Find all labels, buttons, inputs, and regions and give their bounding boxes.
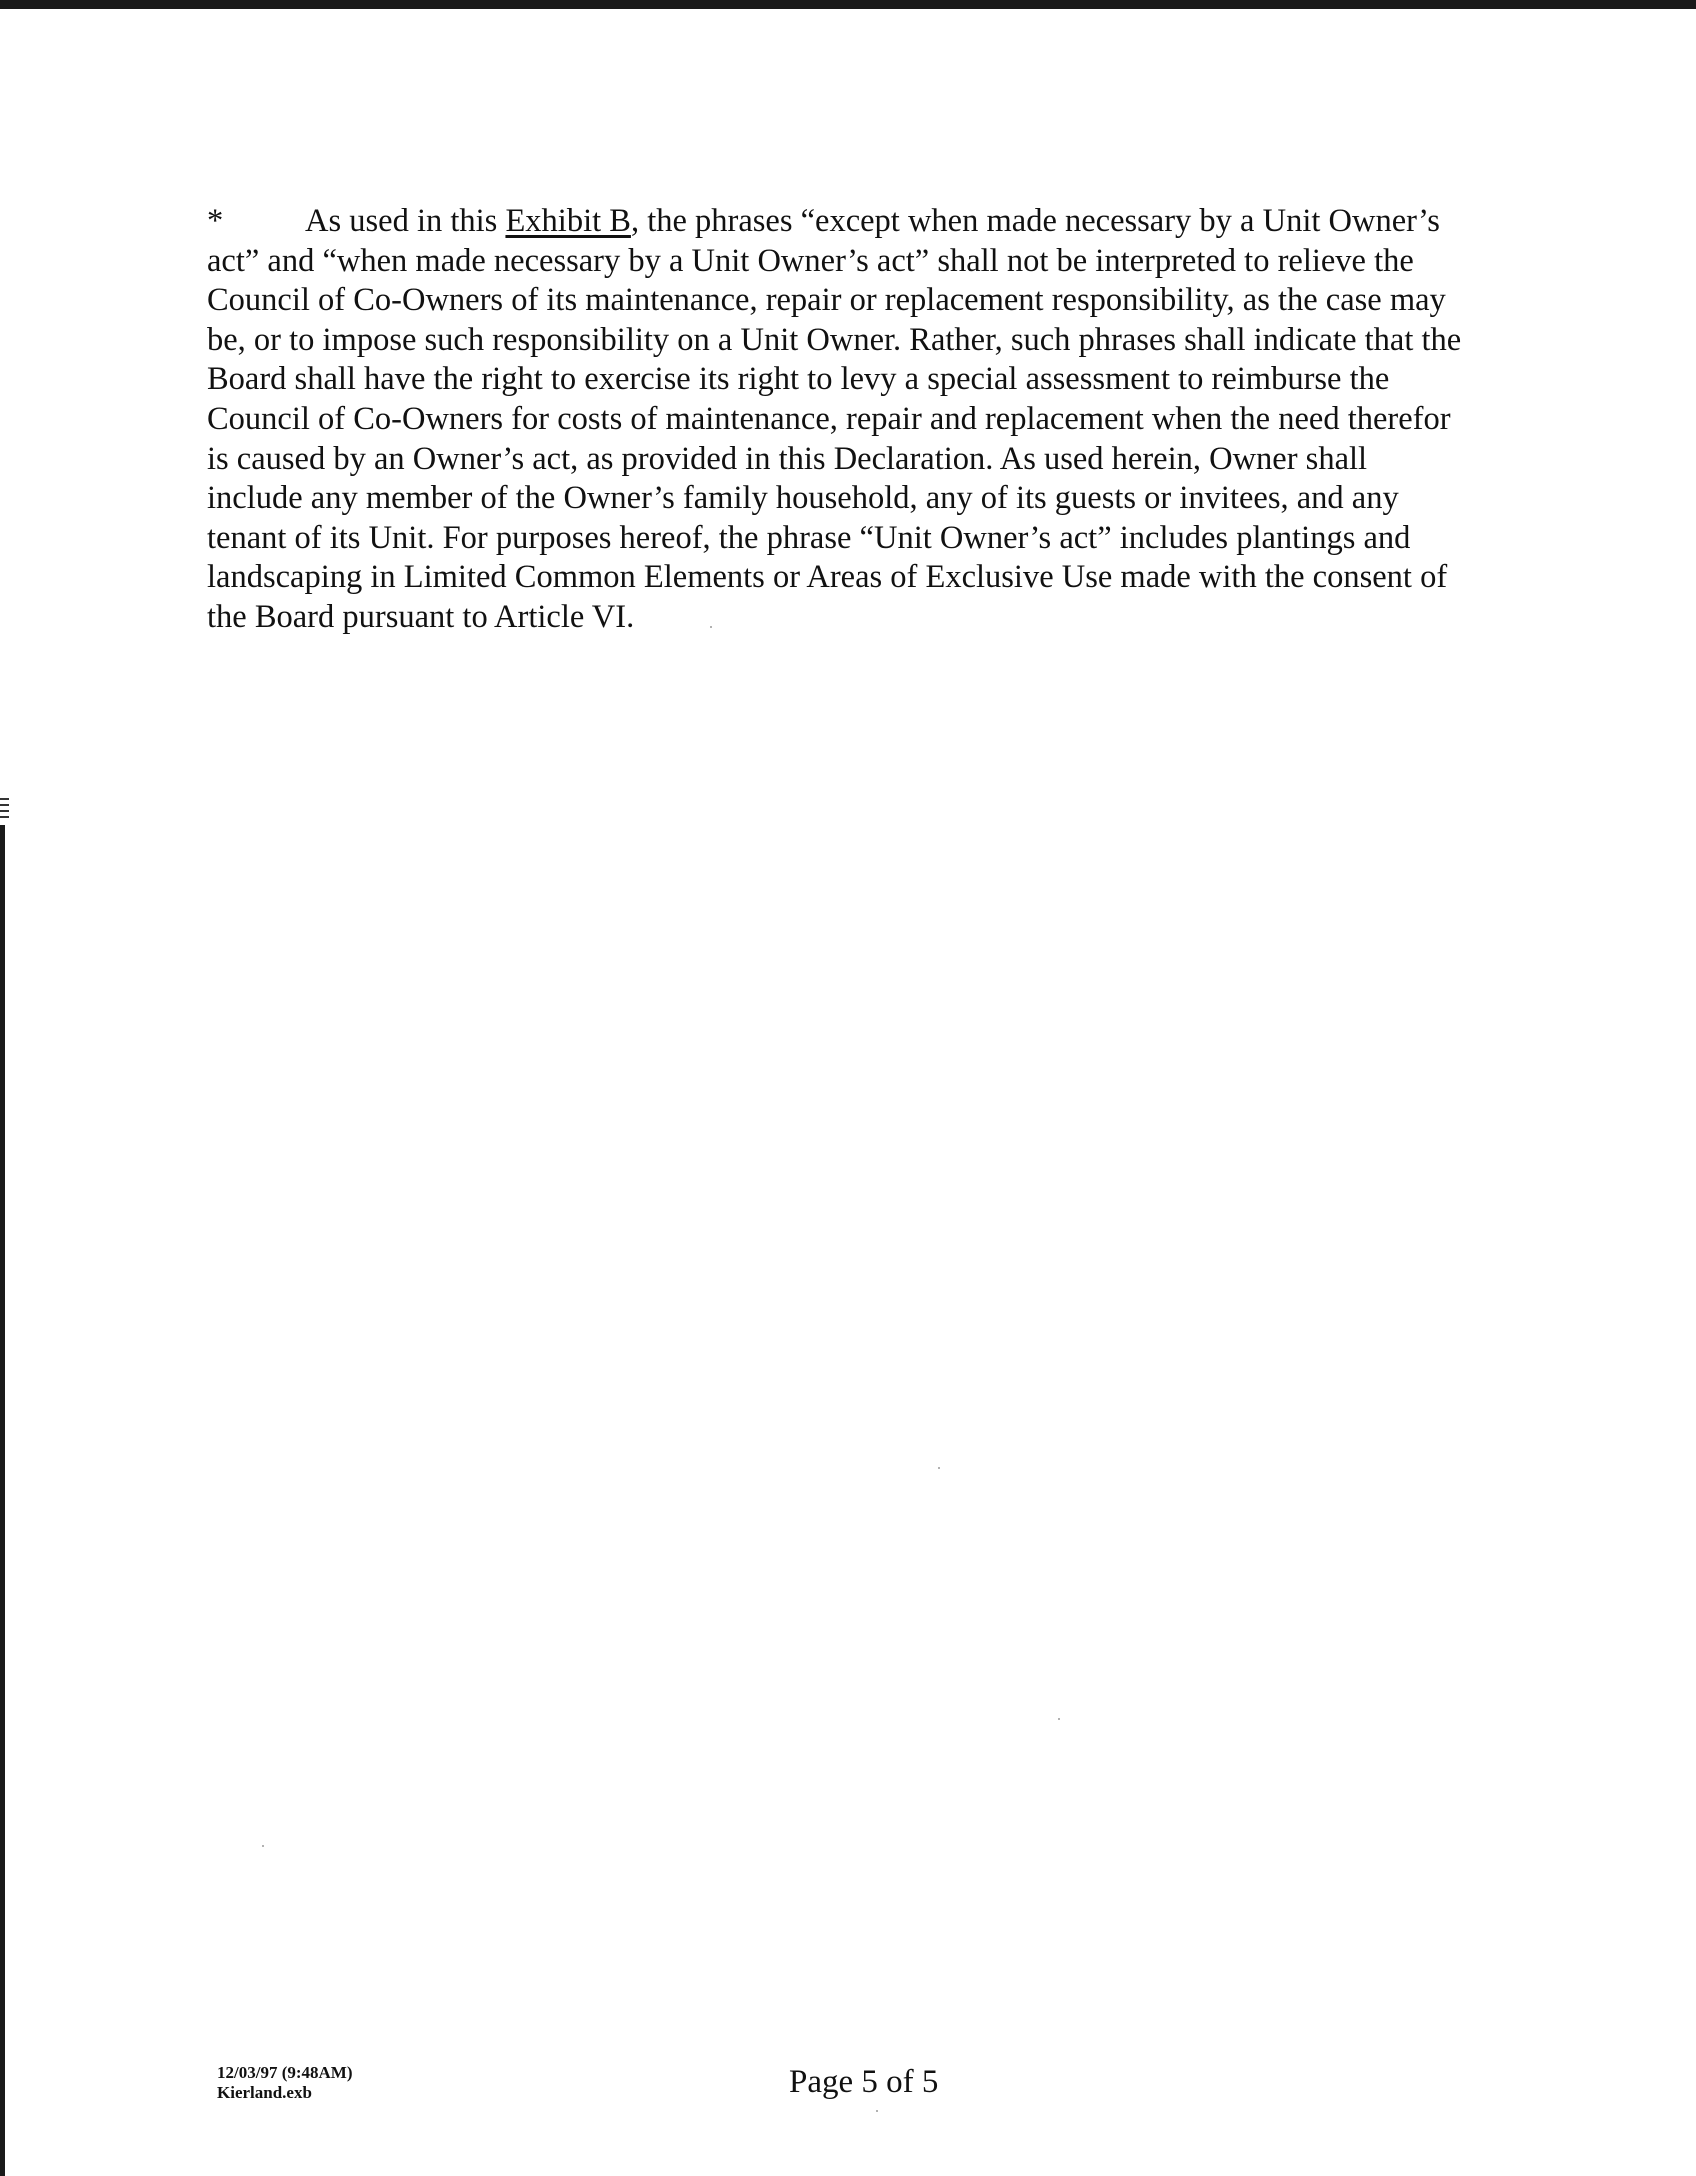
footnote-line: tenant of its Unit. For purposes hereof, the phrase “Unit Owner’s act” includes plantings and [207,519,1411,556]
footnote-line: act” and “when made necessary by a Unit Owner’s act” shall not be interpreted to relieve the [207,242,1414,279]
footnote-paragraph [207,202,1523,638]
footnote-line: the Board pursuant to Article VI. [207,598,635,635]
scan-left-marks [0,798,9,822]
exhibit-reference: Exhibit B [505,203,631,239]
scan-speck [876,2110,878,2112]
footnote-line-1-prefix: As used in this [305,203,506,239]
footnote-line-1-suffix: , the phrases “except when made necessary by a Unit Owner’s [630,203,1440,239]
scan-speck [262,1845,264,1847]
footnote-marker: * [207,203,224,239]
footnote-line: is caused by an Owner’s act, as provided in this Declaration. As used herein, Owner shall [207,440,1368,477]
footer-date-stamp: 12/03/97 (9:48AM) [217,2063,353,2082]
scan-speck [710,626,712,628]
footnote-line: Council of Co-Owners for costs of maintenance, repair and replacement when the need therefor [207,400,1451,437]
scan-speck [1058,1718,1060,1720]
footnote-line: Council of Co-Owners of its maintenance, repair or replacement responsibility, as the case may [207,282,1446,319]
scan-speck [938,1467,940,1469]
scan-top-edge [0,0,1696,9]
scan-left-edge [0,825,5,2176]
footnote-line: be, or to impose such responsibility on a Unit Owner. Rather, such phrases shall indicate that the [207,321,1462,358]
footnote-line: include any member of the Owner’s family household, any of its guests or invitees, and any [207,480,1399,517]
footer-document-stamp [217,2063,353,2103]
footnote-line: Board shall have the right to exercise its right to levy a special assessment to reimburse the [207,361,1390,398]
footnote-first-line [207,202,1523,242]
page-number: Page 5 of 5 [789,2064,939,2100]
footnote-line: landscaping in Limited Common Elements or Areas of Exclusive Use made with the consent of [207,559,1448,596]
footer-file-name: Kierland.exb [217,2083,312,2102]
